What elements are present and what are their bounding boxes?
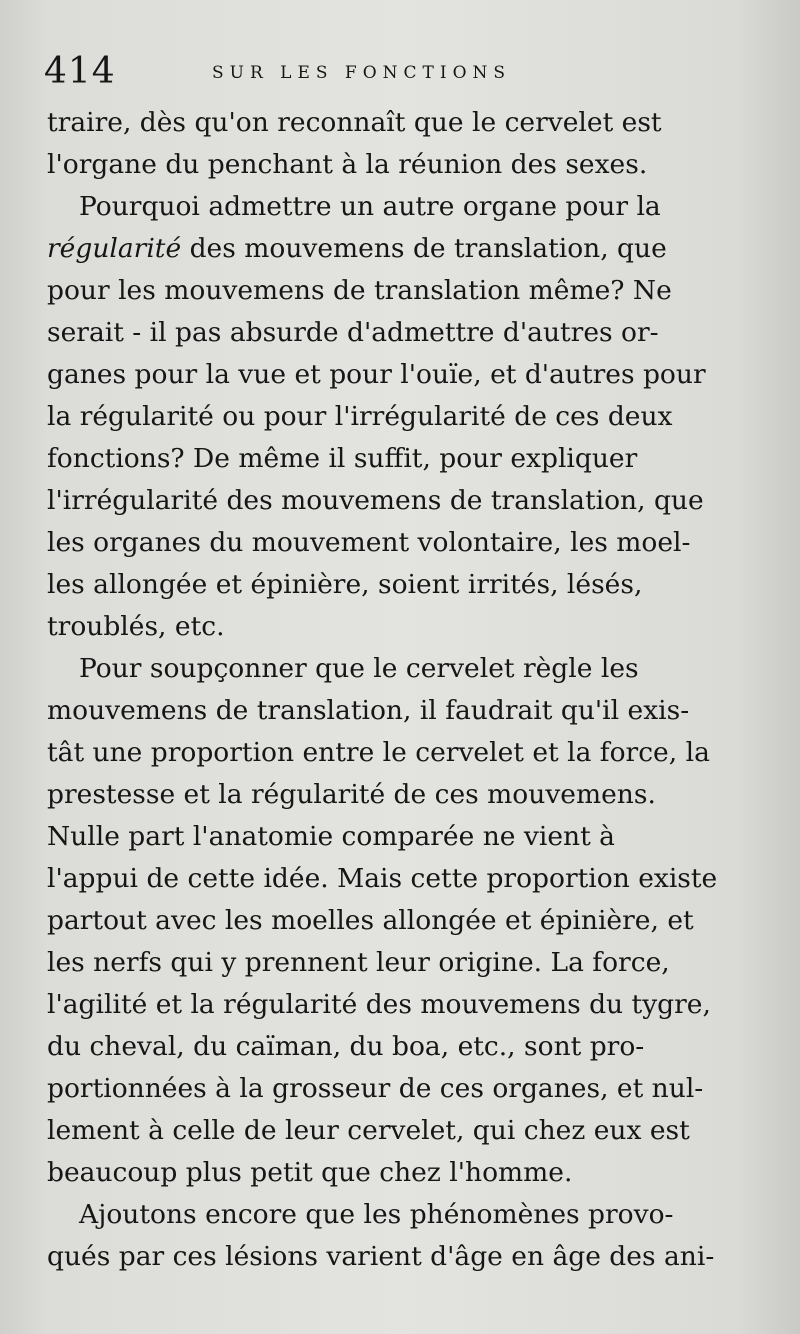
running-head: SUR LES FONCTIONS — [212, 63, 512, 83]
text-line: l'appui de cette idée. Mais cette proportion existe — [47, 863, 718, 894]
page-header — [44, 52, 744, 92]
text-line: lement à celle de leur cervelet, qui chez eux est — [47, 1115, 690, 1146]
text-line-with-italic — [47, 228, 721, 270]
text-line-rest: des mouvemens de translation, que — [181, 233, 667, 264]
text-line: portionnées à la grosseur de ces organes, et nul- — [47, 1073, 704, 1104]
text-line: l'agilité et la régularité des mouvemens du tygre, — [47, 989, 711, 1020]
text-line: mouvemens de translation, il faudrait qu'il exis- — [47, 695, 690, 726]
text-line: traire, dès qu'on reconnaît que le cervelet est — [47, 107, 662, 138]
text-line: Nulle part l'anatomie comparée ne vient à — [47, 821, 615, 852]
text-line: fonctions? De même il suffit, pour expliquer — [47, 443, 638, 474]
text-line: les organes du mouvement volontaire, les moel- — [47, 527, 691, 558]
text-line: partout avec les moelles allongée et épinière, et — [47, 905, 694, 936]
text-line: pour les mouvemens de translation même? Ne — [47, 275, 672, 306]
text-line: troublés, etc. — [47, 611, 225, 642]
text-line: la régularité ou pour l'irrégularité de ces deux — [47, 401, 673, 432]
text-line: tât une proportion entre le cervelet et la force, la — [47, 737, 710, 768]
text-line: serait - il pas absurde d'admettre d'autres or- — [47, 317, 659, 348]
text-line: l'irrégularité des mouvemens de translation, que — [47, 485, 704, 516]
text-line: prestesse et la régularité de ces mouvemens. — [47, 779, 656, 810]
page-number: 414 — [44, 51, 116, 92]
text-line: Pour soupçonner que le cervelet règle les — [79, 653, 639, 684]
text-line: qués par ces lésions varient d'âge en âge des ani- — [47, 1241, 715, 1272]
text-line: les nerfs qui y prennent leur origine. La force, — [47, 947, 670, 978]
text-line: l'organe du penchant à la réunion des sexes. — [47, 149, 648, 180]
body-text — [47, 102, 721, 1278]
italic-word: régularité — [47, 233, 182, 264]
text-line: Ajoutons encore que les phénomènes provo- — [79, 1199, 674, 1230]
text-line: ganes pour la vue et pour l'ouïe, et d'autres pour — [47, 359, 706, 390]
text-line: beaucoup plus petit que chez l'homme. — [47, 1157, 573, 1188]
text-line: Pourquoi admettre un autre organe pour la — [79, 191, 661, 222]
text-line: du cheval, du caïman, du boa, etc., sont pro- — [47, 1031, 645, 1062]
text-line: les allongée et épinière, soient irrités, lésés, — [47, 569, 643, 600]
